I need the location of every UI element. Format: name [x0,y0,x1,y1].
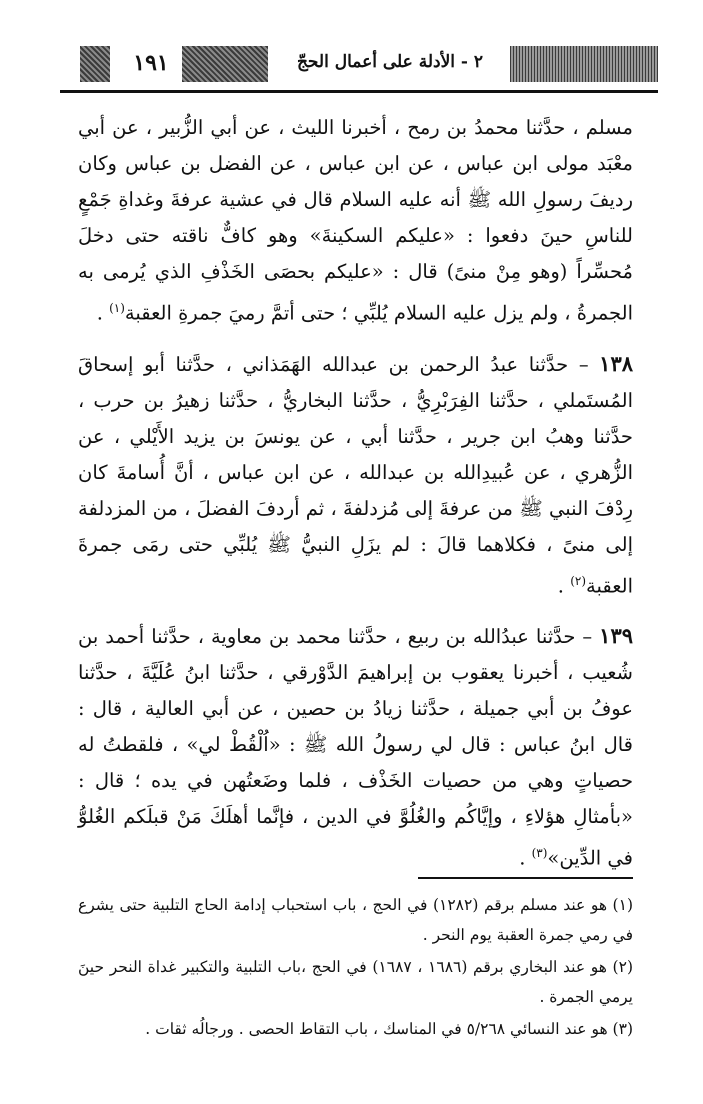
hadith-paragraph: مسلم ، حدَّثنا محمدُ بن رمح ، أخبرنا الليث ، عن أبي الزُّبير ، عن أبي معْبَد مولى ابن عباس ، عن ابن عباس ، عن الفضل بن عباس وكان رديفَ رسولِ الله ﷺ أنه عليه السلام قال في عشية عرفةَ وغداةِ جَمْعٍ للناسِ حينَ دفعوا : «عليكم السكينةَ» وهو كافٌّ ناقته حتى دخلَ مُحسِّراً (وهو مِنْ منىً) قال : «عليكم بحصَى الخَذْفِ الذي يُرمى به الجمرةُ ، ولم يزل عليه السلام يُلبِّي ؛ حتى أتمَّ رميَ جمرةِ العقبة$^{(١)}$ . [78,116,633,325]
hadith-text: – حدَّثنا عبدُالله بن ربيع ، حدَّثنا محمد بن معاوية ، حدَّثنا أحمد بن شُعيب ، أخبرنا يعقوب بن إبراهيمَ الدَّوْرقي ، حدَّثنا ابنُ عُلَيَّةَ ، حدَّثنا عوفُ بن أبي جميلة ، حدَّثنا زيادُ بن حصين ، عن أبي العالية ، قال : قال ابنُ عباس : قال لي رسولُ الله ﷺ : «اُلْقُطْ لي» ، فلقطتُ له حصياتٍ وهي من حصيات الخَذْف ، فلما وضَعتُهن في يده ؛ قال : «بأمثالِ هؤلاءِ ، وإيَّاكُم والغُلُوَّ في الدين ، فإنَّما أهلَكَ مَنْ قبلَكم الغُلوُّ في الدِّين» [78,625,633,870]
footnote-ref: (١) [109,301,125,315]
footnote-ref: (٣) [531,846,548,860]
page-number: ١٩١ [133,50,169,76]
hadith-number: ١٣٨ [599,350,634,376]
header-ornament-left [80,46,110,82]
footnote: (٢) هو عند البخاري برقم (١٦٨٦ ، ١٦٨٧) في الحج ،باب التلبية والتكبير غداة النحر حينَ يرمي الجمرة . [78,958,633,1006]
footnote: (١) هو عند مسلم برقم (١٢٨٢) في الحج ، باب استحباب إدامة الحاج التلبية حتى يشرع في رمي جمرة العقبة يوم النحر . [78,896,633,944]
header-ornament-middle [182,46,268,82]
running-title: ٢ - الأدلة على أعمال الحجّ [296,52,484,72]
header-ornament-right [510,46,658,82]
footnotes [78,890,633,1046]
footnote-separator [418,877,633,879]
footnote-ref: (٢) [570,573,587,588]
hadith-paragraph: ١٣٨ – حدَّثنا عبدُ الرحمن بن عبدالله الهَمَذاني ، حدَّثنا أبو إسحاقَ المُستَملي ، حدَّثنا الفِرَبْرِيُّ ، حدَّثنا البخاريُّ ، حدَّثنا زهيرُ بن حرب ، حدَّثنا وهبُ ابن جرير ، حدَّثنا أبي ، عن يونسَ بن يزيد الأَيْلي ، عن الزُّهري ، عن عُبيدِالله بن عبدالله ، عن ابن عباس ، أنَّ أُسامةَ كان رِدْفَ النبي ﷺ من عرفةَ إلى مُزدلفةَ ، ثم أردفَ الفضلَ ، من المزدلفة إلى منىً ، فكلاهما قالَ : لم يزَلِ النبيُّ ﷺ يُلبِّي حتى رمَى جمرةَ العقبة$^{(٢)}$ . [78,350,634,597]
main-text [78,110,633,891]
hadith-paragraph: ١٣٩ – حدَّثنا عبدُالله بن ربيع ، حدَّثنا محمد بن معاوية ، حدَّثنا أحمد بن شُعيب ، أخبرنا يعقوب بن إبراهيمَ الدَّوْرقي ، حدَّثنا ابنُ عُلَيَّةَ ، حدَّثنا عوفُ بن أبي جميلة ، حدَّثنا زيادُ بن حصين ، عن أبي العالية ، قال : قال ابنُ عباس : قال لي رسولُ الله ﷺ : «اُلْقُطْ لي» ، فلقطتُ له حصياتٍ وهي من حصيات الخَذْف ، فلما وضَعتُهن في يده ؛ قال : «بأمثالِ هؤلاءِ ، وإيَّاكُم والغُلُوَّ في الدين ، فإنَّما أهلَكَ مَنْ قبلَكم الغُلوُّ في الدِّين»$^{(٣)}$ . [78,623,634,870]
hadith-text: مسلم ، حدَّثنا محمدُ بن رمح ، أخبرنا الليث ، عن أبي الزُّبير ، عن أبي معْبَد مولى ابن عباس ، عن ابن عباس ، عن الفضل بن عباس وكان رديفَ رسولِ الله ﷺ أنه عليه السلام قال في عشية عرفةَ وغداةِ جَمْعٍ للناسِ حينَ دفعوا : «عليكم السكينةَ» وهو كافٌّ ناقته حتى دخلَ مُحسِّراً (وهو مِنْ منىً) قال : «عليكم بحصَى الخَذْفِ الذي يُرمى به الجمرةُ ، ولم يزل عليه السلام يُلبِّي ؛ حتى أتمَّ رميَ جمرةِ العقبة [78,116,633,325]
hadith-number: ١٣٩ [599,623,634,648]
page-header [60,40,658,93]
footnote: (٣) هو عند النسائي ٥/٢٦٨ في المناسك ، باب التقاط الحصى . ورجالُه ثقات . [145,1020,633,1038]
hadith-text: – حدَّثنا عبدُ الرحمن بن عبدالله الهَمَذاني ، حدَّثنا أبو إسحاقَ المُستَملي ، حدَّثنا الفِرَبْرِيُّ ، حدَّثنا البخاريُّ ، حدَّثنا زهيرُ بن حرب ، حدَّثنا وهبُ ابن جرير ، حدَّثنا أبي ، عن يونسَ بن يزيد الأَيْلي ، عن الزُّهري ، عن عُبيدِالله بن عبدالله ، عن ابن عباس ، أنَّ أُسامةَ كان رِدْفَ النبي ﷺ من عرفةَ إلى مُزدلفةَ ، ثم أردفَ الفضلَ ، من المزدلفة إلى منىً ، فكلاهما قالَ : لم يزَلِ النبيُّ ﷺ يُلبِّي حتى رمَى جمرةَ العقبة [78,352,633,597]
